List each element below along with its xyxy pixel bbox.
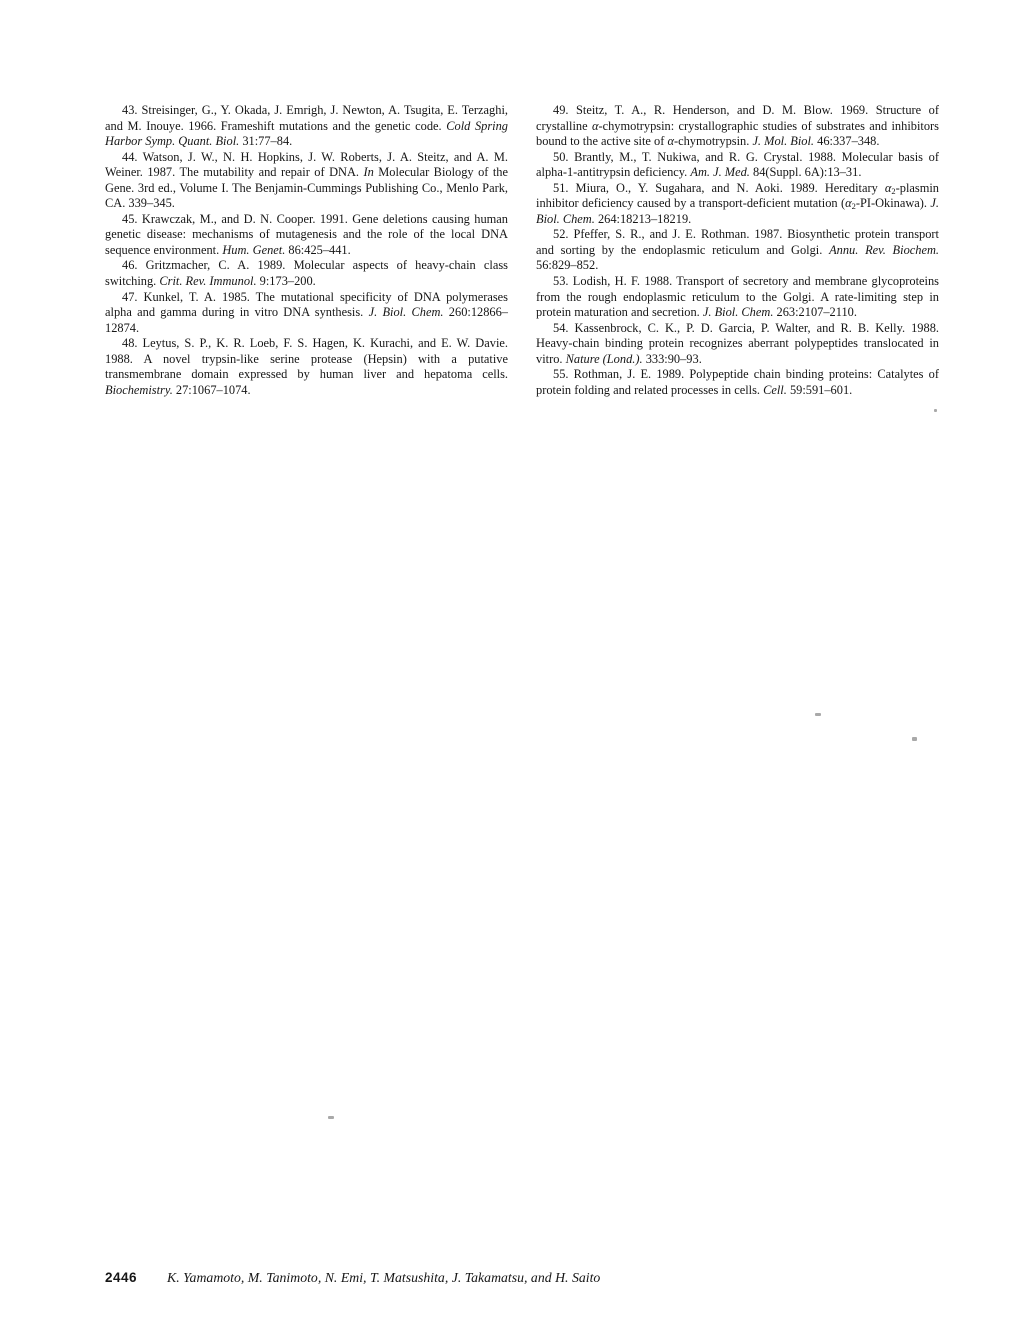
reference-text-segment: 264:18213–18219. (594, 211, 692, 226)
reference-entry (105, 290, 508, 337)
reference-text-segment: α (591, 118, 599, 133)
reference-text-segment: 50. Brantly, M., T. Nukiwa, and R. G. Crystal. 1988. Molecular basis of alpha-1-antitrypsin deficiency. (536, 149, 939, 180)
page-number: 2446 (105, 1270, 138, 1285)
reference-text-segment: J. Biol. Chem. (536, 196, 940, 226)
reference-text-segment: J. Biol. Chem. (702, 305, 774, 320)
running-authors: K. Yamamoto, M. Tanimoto, N. Emi, T. Matsushita, J. Takamatsu, and H. Saito (167, 1270, 601, 1285)
reference-text-segment: -chymotrypsin. (673, 134, 753, 149)
reference-text-segment: α (884, 180, 892, 195)
reference-text-segment: Cold Spring Harbor Symp. Quant. Biol. (105, 118, 508, 149)
reference-entry (536, 103, 939, 150)
scan-speck (912, 737, 917, 741)
reference-entry (105, 103, 508, 150)
reference-entry (105, 212, 508, 259)
reference-text-segment: α (667, 134, 674, 149)
reference-entry (536, 181, 939, 228)
reference-entry (536, 227, 939, 274)
references-column-left (105, 103, 508, 398)
reference-text-segment: Crit. Rev. Immunol. (159, 274, 257, 289)
scan-speck (815, 713, 821, 716)
reference-text-segment: 27:1067–1074. (172, 382, 251, 397)
reference-text-segment: -PI-Okinawa). (855, 196, 931, 211)
reference-text-segment: -chymotrypsin: crystallographic studies of substrates and inhibitors bound to the active site of (536, 118, 939, 149)
reference-text-segment: 333:90–93. (642, 351, 702, 366)
reference-text-segment: 51. Miura, O., Y. Sugahara, and N. Aoki. 1989. Hereditary (553, 180, 885, 195)
reference-text-segment: 43. Streisinger, G., Y. Okada, J. Emrigh, J. Newton, A. Tsugita, E. Terzaghi, and M. Inouye. 1966. Frameshift mutations and the genetic code. (105, 103, 508, 133)
reference-text-segment: In (363, 165, 374, 180)
reference-text-segment: 59:591–601. (786, 382, 853, 397)
reference-entry (536, 150, 939, 181)
reference-text-segment: 31:77–84. (239, 134, 293, 149)
reference-entry (105, 336, 508, 398)
page-footer (105, 1269, 905, 1287)
reference-text-segment: 263:2107–2110. (773, 305, 857, 320)
reference-entry (105, 150, 508, 212)
reference-text-segment: 55. Rothman, J. E. 1989. Polypeptide chain binding proteins: Catalytes of protein folding and related processes in cells. (536, 367, 939, 397)
reference-text-segment: 46:337–348. (814, 134, 880, 149)
reference-text-segment: Molecular Biology of the Gene. 3rd ed., Volume I. The Benjamin-Cummings Publishing Co., Menlo Park, CA. 339–345. (105, 165, 508, 211)
reference-text-segment: 52. Pfeffer, S. R., and J. E. Rothman. 1987. Biosynthetic protein transport and sorting by the endoplasmic reticulum and Golgi. (536, 227, 939, 257)
reference-text-segment: 260:12866–12874. (105, 305, 509, 335)
reference-entry (536, 321, 939, 368)
reference-text-segment: -plasmin inhibitor deficiency caused by a transport-deficient mutation ( (536, 180, 939, 211)
reference-text-segment: J. Biol. Chem. (368, 305, 444, 320)
reference-text-segment: 46. Gritzmacher, C. A. 1989. Molecular aspects of heavy-chain class switching. (105, 258, 508, 289)
reference-text-segment: 47. Kunkel, T. A. 1985. The mutational specificity of DNA polymerases alpha and gamma during in vitro DNA synthesis. (105, 289, 508, 320)
reference-text-segment: 49. Steitz, T. A., R. Henderson, and D. M. Blow. 1969. Structure of crystalline (536, 103, 939, 133)
reference-text-segment: 45. Krawczak, M., and D. N. Cooper. 1991. Gene deletions causing human genetic disease: mechanisms of mutagenesis and the role of the local DNA sequence environment. (105, 211, 508, 257)
reference-text-segment: 9:173–200. (256, 274, 316, 289)
reference-text-segment: Annu. Rev. Biochem. (829, 242, 940, 257)
references-column-right (536, 103, 939, 398)
reference-text-segment: Biochemistry. (105, 382, 173, 397)
reference-text-segment: Am. J. Med. (690, 165, 750, 180)
reference-text-segment: 86:425–441. (285, 242, 351, 257)
reference-text-segment: Nature (Lond.). (565, 351, 643, 366)
reference-text-segment: 84(Suppl. 6A):13–31. (749, 165, 862, 180)
reference-text-segment: 2 (891, 185, 896, 196)
reference-text-segment: 48. Leytus, S. P., K. R. Loeb, F. S. Hagen, K. Kurachi, and E. W. Davie. 1988. A novel trypsin-like serine protease (Hepsin) with a putative transmembrane domain expressed by human liver and hepatoma cells. (105, 336, 508, 382)
reference-text-segment: 54. Kassenbrock, C. K., P. D. Garcia, P. Walter, and R. B. Kelly. 1988. Heavy-chain binding protein recognizes aberrant polypeptides translocated in vitro. (536, 320, 939, 366)
reference-text-segment: Hum. Genet. (222, 242, 286, 257)
scan-speck (934, 409, 937, 412)
reference-entry (536, 274, 939, 321)
reference-entry (105, 258, 508, 289)
reference-text-segment: α (845, 196, 852, 211)
reference-text-segment: 2 (851, 201, 856, 212)
reference-text-segment: 56:829–852. (536, 258, 599, 273)
reference-text-segment: J. Mol. Biol. (752, 134, 815, 149)
reference-text-segment: Cell. (763, 382, 787, 397)
scan-speck (328, 1116, 334, 1119)
reference-entry (536, 367, 939, 398)
reference-text-segment: 44. Watson, J. W., N. H. Hopkins, J. W. Roberts, J. A. Steitz, and A. M. Weiner. 1987. The mutability and repair of DNA. (105, 149, 508, 180)
reference-text-segment: 53. Lodish, H. F. 1988. Transport of secretory and membrane glycoproteins from the rough endoplasmic reticulum to the Golgi. A rate-limiting step in protein maturation and secretion. (536, 274, 939, 320)
